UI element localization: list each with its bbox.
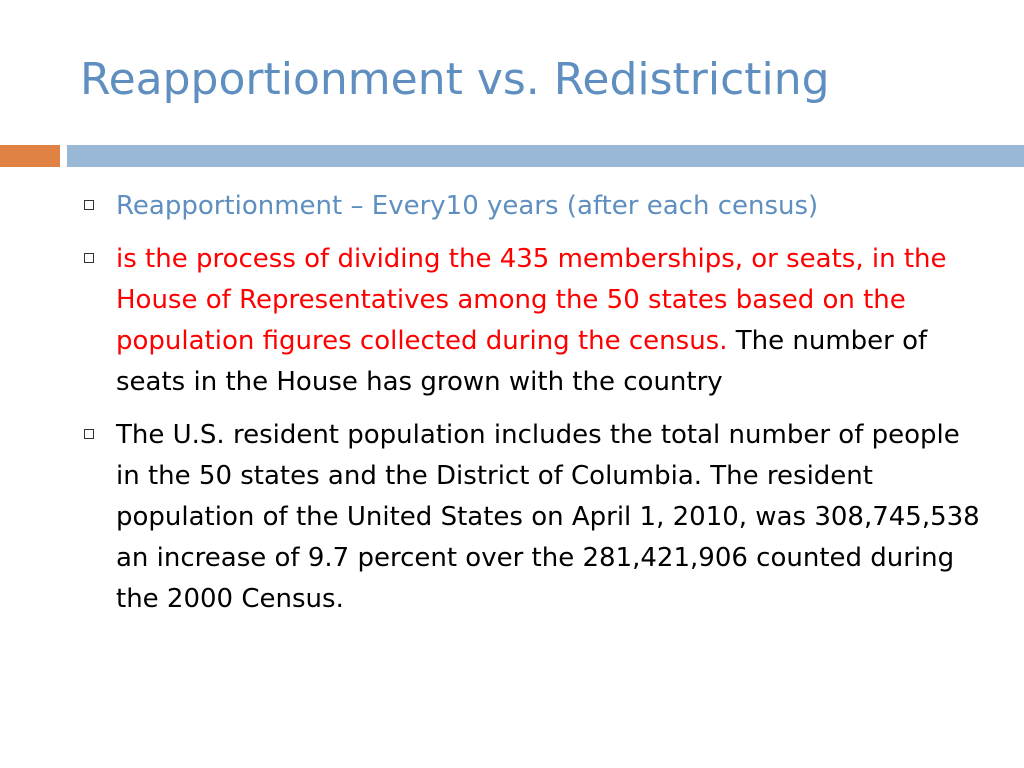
square-bullet-icon bbox=[84, 200, 94, 210]
bullet-text: The U.S. resident population includes the total number of people in the 50 states and the District of Columbia. The resident population of the United States on April 1, 2010, was 308,745,538 an increase of 9.7 percent over the 281,421,906 counted during the 2000 Census. bbox=[116, 420, 980, 614]
bullet-item-population bbox=[82, 415, 982, 620]
bullet-item-reapportionment bbox=[82, 186, 982, 227]
bullet-text: Reapportionment – Every10 years (after each census) bbox=[116, 191, 819, 221]
bullet-list bbox=[82, 186, 982, 632]
bullet-text-black: The number of seats in the House has grown with the country bbox=[116, 326, 928, 397]
square-bullet-icon bbox=[84, 253, 94, 263]
slide-title: Reapportionment vs. Redistricting bbox=[80, 54, 830, 105]
accent-bar-orange bbox=[0, 145, 60, 167]
bullet-item-definition bbox=[82, 239, 982, 403]
bullet-text-red: is the process of dividing the 435 memberships, or seats, in the House of Representatives among the 50 states based on the population figures collected during the census. bbox=[116, 244, 947, 356]
accent-bar-blue bbox=[67, 145, 1024, 167]
square-bullet-icon bbox=[84, 429, 94, 439]
